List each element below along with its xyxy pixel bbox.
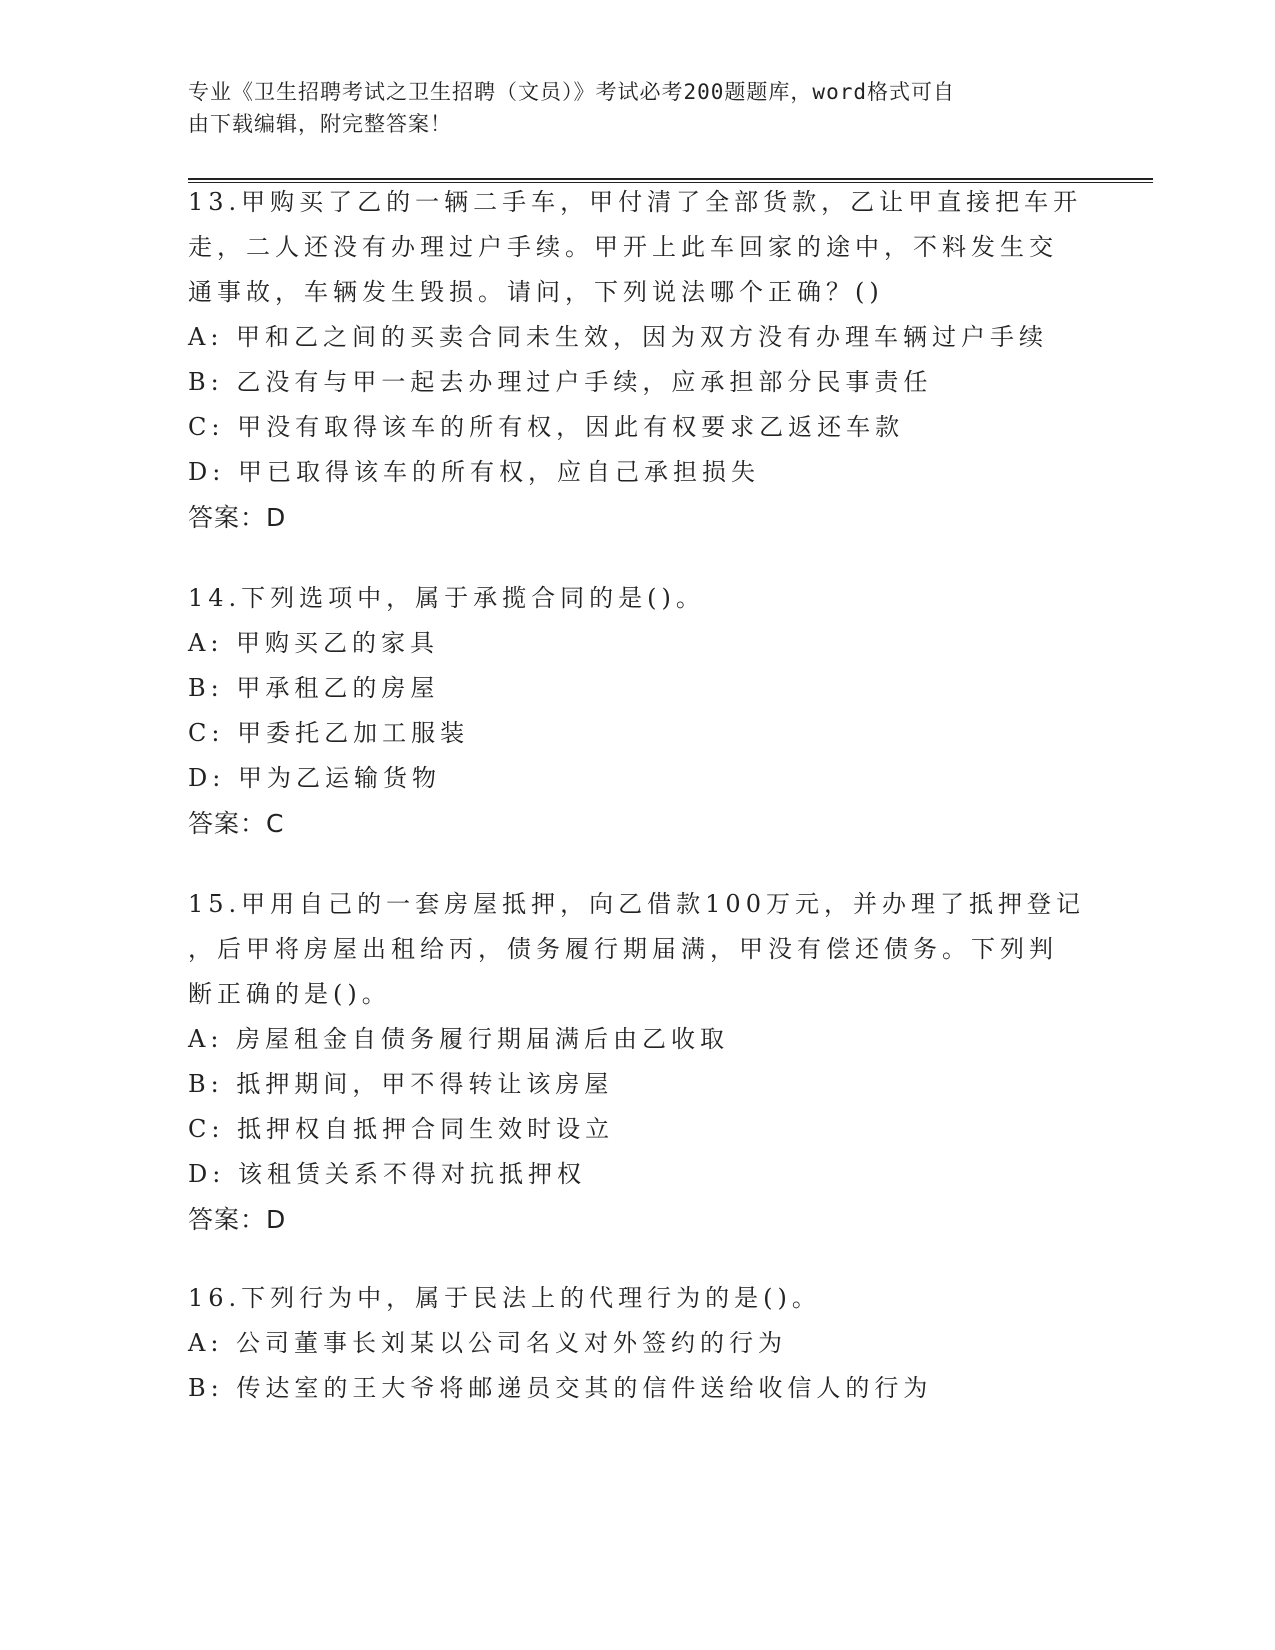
question-stem-line: ，后甲将房屋出租给丙，债务履行期届满，甲没有偿还债务。下列判	[188, 935, 1058, 963]
option-a: A: 甲和乙之间的买卖合同未生效，因为双方没有办理车辆过户手续	[188, 323, 1049, 351]
option-d: D: 甲已取得该车的所有权，应自己承担损失	[188, 458, 760, 486]
question-stem-line: 走，二人还没有办理过户手续。甲开上此车回家的途中，不料发生交	[188, 233, 1058, 261]
option-b: B: 传达室的王大爷将邮递员交其的信件送给收信人的行为	[188, 1374, 933, 1402]
answer: 答案：D	[188, 503, 287, 532]
question-stem-line: 断正确的是()。	[188, 980, 391, 1008]
option-d: D: 该租赁关系不得对抗抵押权	[188, 1160, 586, 1188]
option-b: B: 乙没有与甲一起去办理过户手续，应承担部分民事责任	[188, 368, 933, 396]
question-stem-line: 14.下列选项中，属于承揽合同的是()。	[188, 584, 705, 612]
header-line-1: 专业《卫生招聘考试之卫生招聘（文员）》考试必考200题题库，word格式可自	[188, 80, 955, 104]
question-stem-line: 通事故，车辆发生毁损。请问，下列说法哪个正确？()	[188, 278, 884, 306]
option-c: C: 甲没有取得该车的所有权，因此有权要求乙返还车款	[188, 413, 905, 441]
header-line-2: 由下载编辑，附完整答案！	[188, 112, 452, 136]
question-stem-line: 13.甲购买了乙的一辆二手车，甲付清了全部货款，乙让甲直接把车开	[188, 188, 1083, 216]
question-stem-line: 15.甲用自己的一套房屋抵押，向乙借款100万元，并办理了抵押登记	[188, 890, 1085, 918]
answer: 答案：C	[188, 809, 285, 838]
answer: 答案：D	[188, 1205, 287, 1234]
option-a: A: 房屋租金自债务履行期届满后由乙收取	[188, 1025, 730, 1053]
option-c: C: 甲委托乙加工服装	[188, 719, 470, 747]
option-a: A: 甲购买乙的家具	[188, 629, 440, 657]
option-d: D: 甲为乙运输货物	[188, 764, 441, 792]
question-16	[188, 1276, 1088, 1411]
option-b: B: 抵押期间，甲不得转让该房屋	[188, 1070, 614, 1098]
question-14	[188, 576, 1088, 846]
option-b: B: 甲承租乙的房屋	[188, 674, 440, 702]
question-15	[188, 882, 1088, 1242]
question-13	[188, 180, 1088, 540]
option-c: C: 抵押权自抵押合同生效时设立	[188, 1115, 615, 1143]
document-header	[188, 76, 1068, 140]
question-stem-line: 16.下列行为中，属于民法上的代理行为的是()。	[188, 1284, 821, 1312]
option-a: A: 公司董事长刘某以公司名义对外签约的行为	[188, 1329, 788, 1357]
